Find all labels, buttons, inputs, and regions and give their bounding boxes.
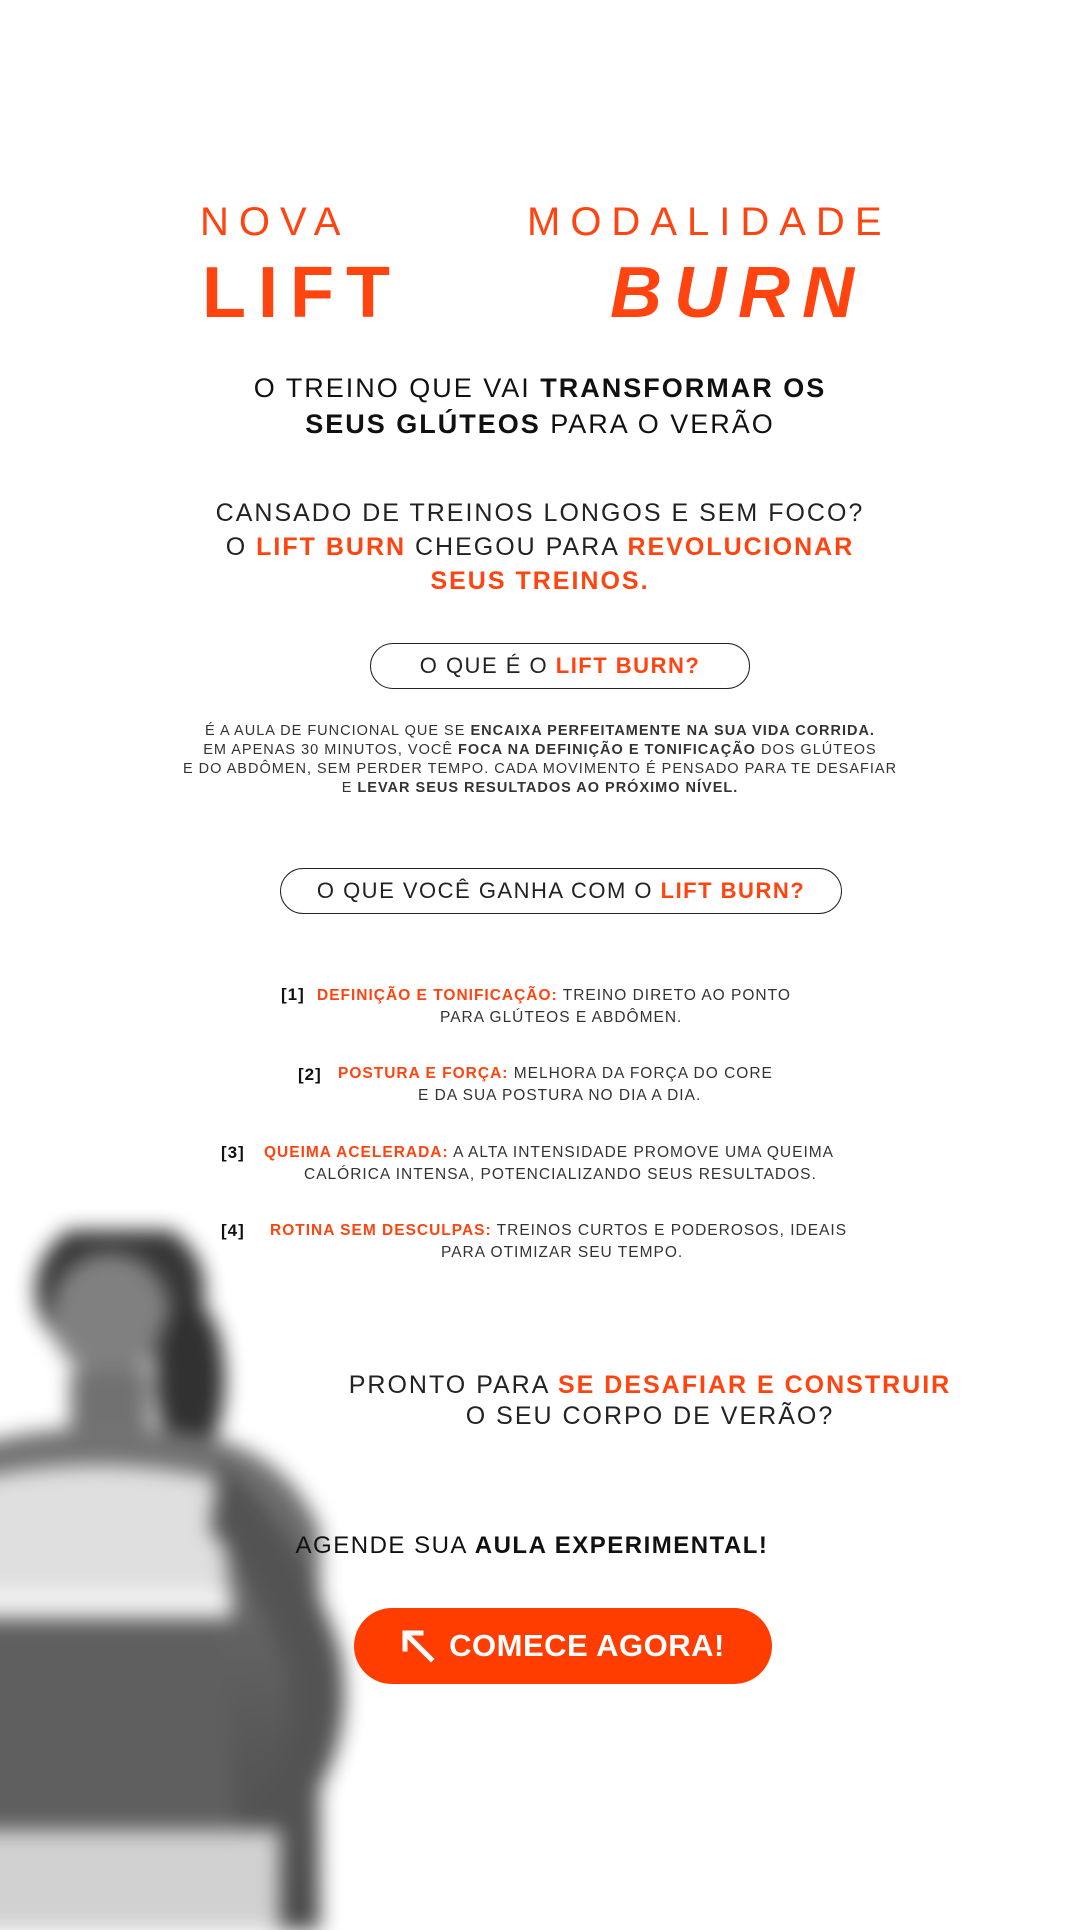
arrow-up-left-icon (401, 1629, 435, 1663)
cta-question-text: PRONTO PARA (348, 1371, 558, 1399)
benefit-text: PARA GLÚTEOS E ABDÔMEN. (440, 1009, 683, 1026)
headline-nova: NOVA (200, 200, 351, 244)
description (0, 722, 1080, 798)
schedule-emphasis: AULA EXPERIMENTAL! (474, 1532, 769, 1559)
intro-text: O (225, 533, 257, 561)
tagline-text: O TREINO QUE VAI (253, 373, 541, 403)
description-text: E (341, 780, 358, 796)
start-now-label: COMECE AGORA! (449, 1628, 725, 1663)
intro (0, 496, 1080, 598)
intro-line: CANSADO DE TREINOS LONGOS E SEM FOCO? (215, 499, 865, 527)
intro-text: CHEGOU PARA (406, 533, 628, 561)
intro-emphasis: SEUS TREINOS. (430, 567, 650, 595)
tagline-emphasis: SEUS GLÚTEOS (305, 409, 541, 439)
start-now-button[interactable] (354, 1608, 772, 1684)
gains-heading (280, 868, 842, 914)
schedule-text: AGENDE SUA (295, 1532, 475, 1559)
headline-modalidade: MODALIDADE (527, 200, 892, 244)
figure-image (0, 1230, 420, 1930)
description-emphasis: LEVAR SEUS RESULTADOS AO PRÓXIMO NÍVEL. (357, 780, 739, 796)
benefit-text: PARA OTIMIZAR SEU TEMPO. (441, 1244, 684, 1261)
intro-brand: LIFT BURN (256, 533, 407, 561)
benefit-title: ROTINA SEM DESCULPAS: (270, 1222, 492, 1239)
benefit-text: E DA SUA POSTURA NO DIA A DIA. (418, 1087, 702, 1104)
gains-brand: LIFT BURN? (660, 878, 806, 903)
headline-burn: BURN (610, 253, 866, 333)
benefit-text: CALÓRICA INTENSA, POTENCIALIZANDO SEUS RESULTADOS. (304, 1166, 817, 1183)
schedule-heading (0, 1532, 1072, 1560)
what-is-brand: LIFT BURN? (555, 653, 701, 678)
cta-question (110, 1370, 1080, 1432)
intro-emphasis: REVOLUCIONAR (627, 533, 855, 561)
tagline-text: PARA O VERÃO (540, 409, 775, 439)
description-text: E DO ABDÔMEN, SEM PERDER TEMPO. CADA MOVIMENTO É PENSADO PARA TE DESAFIAR (182, 761, 898, 777)
benefit-title: QUEIMA ACELERADA: (264, 1144, 449, 1161)
headline (200, 200, 890, 340)
what-is-heading (370, 643, 750, 689)
gains-text: O QUE VOCÊ GANHA COM O (316, 878, 661, 903)
cta-question-text: O SEU CORPO DE VERÃO? (465, 1402, 835, 1430)
benefit-text: MELHORA DA FORÇA DO CORE (508, 1065, 773, 1082)
benefit-title: DEFINIÇÃO E TONIFICAÇÃO: (317, 987, 558, 1004)
tagline-emphasis: TRANSFORMAR OS (540, 373, 827, 403)
benefit-number: [1] (281, 985, 305, 1004)
description-emphasis: FOCA NA DEFINIÇÃO E TONIFICAÇÃO (458, 742, 756, 758)
tagline (0, 370, 1080, 442)
description-text: DOS GLÚTEOS (755, 742, 877, 758)
benefit-title: POSTURA E FORÇA: (338, 1065, 509, 1082)
description-text: É A AULA DE FUNCIONAL QUE SE (205, 723, 471, 739)
benefit-number: [4] (221, 1221, 245, 1240)
benefit-number: [2] (298, 1065, 322, 1084)
benefit-text: TREINO DIRETO AO PONTO (557, 987, 791, 1004)
description-text: EM APENAS 30 MINUTOS, VOCÊ (203, 742, 459, 758)
benefit-text: TREINOS CURTOS E PODEROSOS, IDEAIS (491, 1222, 848, 1239)
headline-lift: LIFT (202, 253, 402, 333)
benefit-text: A ALTA INTENSIDADE PROMOVE UMA QUEIMA (448, 1144, 835, 1161)
what-is-text: O QUE É O (419, 653, 556, 678)
description-emphasis: ENCAIXA PERFEITAMENTE NA SUA VIDA CORRIDA. (470, 723, 875, 739)
cta-question-emphasis: SE DESAFIAR E CONSTRUIR (557, 1371, 952, 1399)
benefit-number: [3] (221, 1143, 245, 1162)
